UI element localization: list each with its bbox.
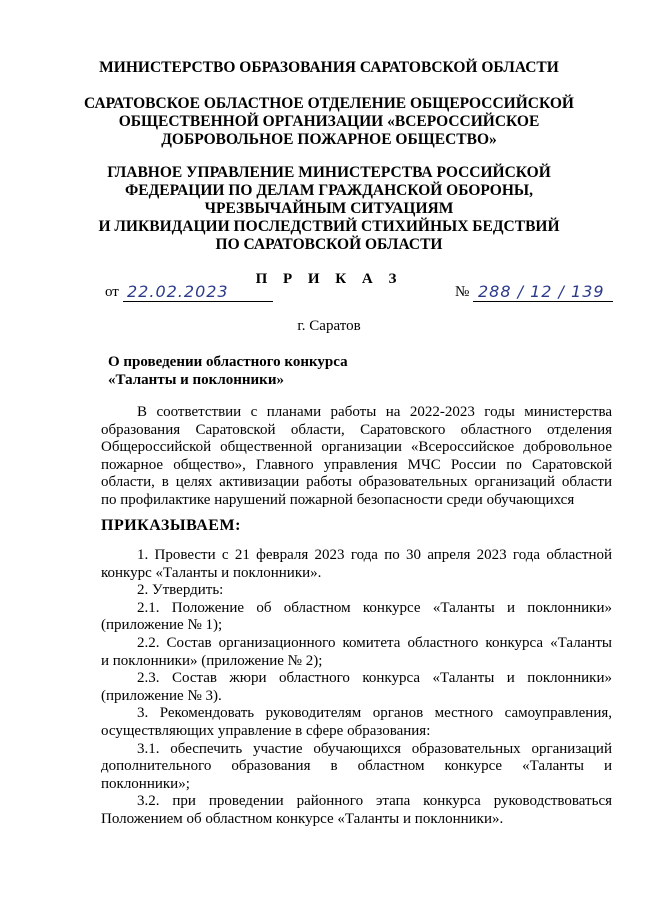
item-line: Положением об областном конкурсе «Таланты и поклонники». [101,810,504,827]
preamble-line: Общероссийской общественной организации «Всероссийское добровольное [101,439,612,456]
item-line: (приложение № 3). [101,687,222,704]
subject [108,353,348,389]
item-line: (приложение № 1); [101,617,223,634]
item-line: 3. Рекомендовать руководителям органов местного самоуправления, [137,705,612,722]
item-line: конкурс «Таланты и поклонники». [101,564,322,581]
item-line: 3.2. при проведении районного этапа конкурса руководствоваться [137,793,612,810]
preamble-line: В соответствии с планами работы на 2022-2023 годы министерства [137,404,612,420]
ministry-header [0,59,658,77]
city: г. Саратов [297,318,361,334]
order-word: ПРИКАЗЫВАЕМ: [101,517,241,534]
preamble-line: по профилактике нарушений пожарной безопасности среди обучающихся [101,491,575,508]
item-line: 2. Утвердить: [137,582,224,599]
document-title: П Р И К А З [255,271,403,287]
mchs-line: ПО САРАТОВСКОЙ ОБЛАСТИ [215,236,443,253]
mchs-line: ГЛАВНОЕ УПРАВЛЕНИЕ МИНИСТЕРСТВА РОССИЙСКОЙ [107,164,551,181]
mchs-header [0,164,658,254]
preamble [101,404,612,510]
ministry-name: МИНИСТЕРСТВО ОБРАЗОВАНИЯ САРАТОВСКОЙ ОБЛАСТИ [99,59,559,76]
vdpo-line: САРАТОВСКОЕ ОБЛАСТНОЕ ОТДЕЛЕНИЕ ОБЩЕРОССИЙСКОЙ [84,95,574,112]
item-line: осуществляющих управление в сфере образования: [101,722,431,739]
number-label: № [455,284,470,300]
item-line: 1. Провести с 21 февраля 2023 года по 30 апреля 2023 года областной [137,547,612,563]
preamble-line: образования Саратовской области, Саратовского областного отделения [101,421,612,438]
date-value: 22.02.2023 [127,282,229,301]
item-line: 2.1. Положение об областном конкурсе «Таланты и поклонники» [137,599,612,616]
item-line: дополнительного образования в областном конкурсе «Таланты и [101,758,612,775]
date-label: от [105,284,119,300]
item-line: 2.2. Состав организационного комитета областного конкурса «Таланты [137,634,612,651]
vdpo-line: ДОБРОВОЛЬНОЕ ПОЖАРНОЕ ОБЩЕСТВО» [161,131,497,148]
mchs-line: И ЛИКВИДАЦИИ ПОСЛЕДСТВИЙ СТИХИЙНЫХ БЕДСТВИЙ [98,218,560,235]
mchs-line: ЧРЕЗВЫЧАЙНЫМ СИТУАЦИЯМ [204,200,454,217]
preamble-line: пожарное общество», Главного управления МЧС России по Саратовской [101,456,612,473]
order-items [101,547,612,829]
vdpo-line: ОБЩЕСТВЕННОЙ ОРГАНИЗАЦИИ «ВСЕРОССИЙСКОЕ [118,113,540,130]
vdpo-header [0,95,658,149]
item-line: 3.1. обеспечить участие обучающихся образовательных организаций [137,740,612,757]
subject-line: «Таланты и поклонники» [108,372,284,388]
item-line: и поклонники» (приложение № 2); [101,652,323,669]
number-value: 288 / 12 / 139 [478,282,605,301]
preamble-line: области, в целях активизации работы образовательных организаций области [101,474,612,491]
item-line: поклонники»; [101,775,190,792]
subject-line: О проведении областного конкурса [108,354,348,370]
mchs-line: ФЕДЕРАЦИИ ПО ДЕЛАМ ГРАЖДАНСКОЙ ОБОРОНЫ, [124,182,534,199]
item-line: 2.3. Состав жюри областного конкурса «Таланты и поклонники» [137,670,612,687]
